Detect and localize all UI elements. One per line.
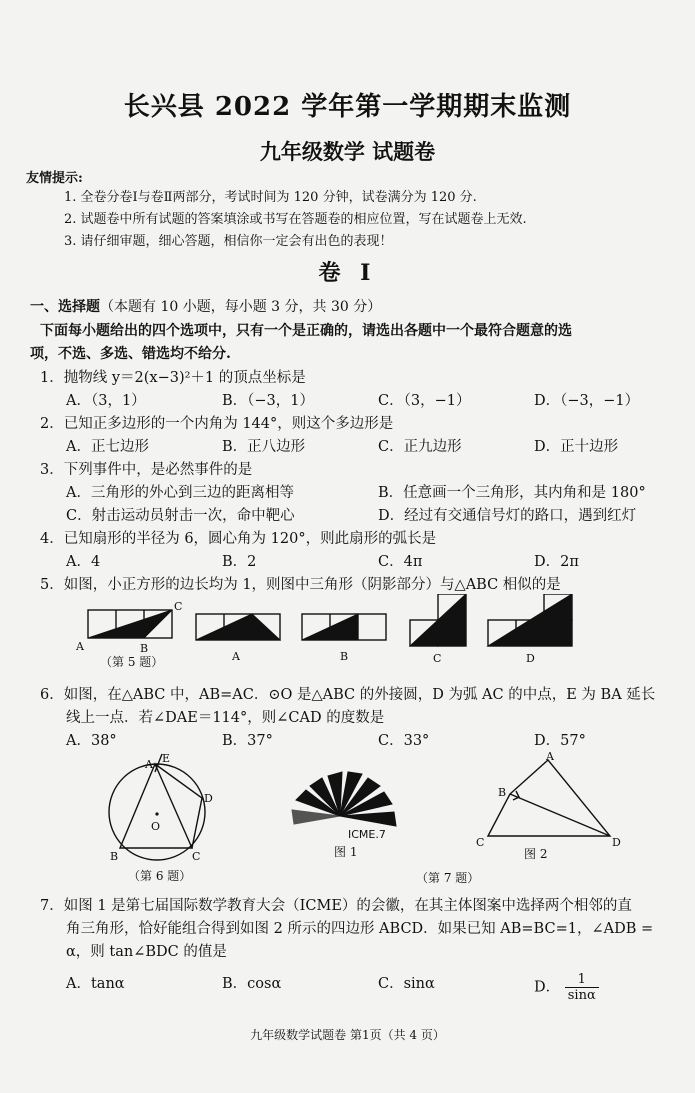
- label-b: B: [140, 642, 149, 655]
- question-7-stem-line1: 7．如图 1 是第七届国际数学教育大会（ICME）的会徽，在其主体图案中选择两个相邻的直: [40, 898, 632, 914]
- q5-option-d-label: D: [526, 652, 535, 665]
- q5-option-b-figure[interactable]: [302, 614, 386, 663]
- q2-option-a[interactable]: A．正七边形: [66, 439, 149, 455]
- q1-option-d[interactable]: D．（−3，−1）: [534, 393, 640, 409]
- q7-option-d-fraction: [565, 972, 599, 1003]
- icme-text: ICME.7: [348, 828, 386, 841]
- label-a: A: [76, 640, 84, 653]
- q5-figures: [60, 594, 640, 672]
- question-1-stem: 1．抛物线 y＝2(x−3)²＋1 的顶点坐标是: [40, 370, 306, 386]
- q5-option-c-label: C: [433, 652, 442, 665]
- q7-option-a[interactable]: A．tanα: [66, 976, 125, 992]
- part-instruction: 下面每小题给出的四个选项中，只有一个是正确的，请选出各题中一个最符合题意的选: [40, 323, 572, 339]
- q6-label-o: O: [151, 820, 161, 833]
- q1-option-c[interactable]: C．（3，−1）: [378, 393, 471, 409]
- question-7-stem-line3: α，则 tan∠BDC 的值是: [66, 944, 227, 960]
- fig2-quadrilateral: [476, 752, 621, 861]
- q2-option-d[interactable]: D．正十边形: [534, 439, 619, 455]
- q6-caption: （第 6 题）: [128, 869, 192, 883]
- q6-label-c: C: [192, 850, 201, 863]
- q6-label-b: B: [110, 850, 119, 863]
- fig2-caption: 图 2: [524, 847, 548, 861]
- q7-option-d-label: D．: [534, 979, 561, 996]
- question-6-stem-line2: 线上一点．若∠DAE＝114°，则∠CAD 的度数是: [66, 710, 385, 726]
- tip-item: 3. 请仔细审题，细心答题，相信你一定会有出色的表现！: [64, 234, 393, 249]
- q7-option-b[interactable]: B．cosα: [222, 976, 282, 992]
- question-7-stem-line2: 角三角形，恰好能组合得到如图 2 所示的四边形 ABCD．如果已知 AB=BC=1，∠ADB =: [66, 921, 654, 937]
- exam-subtitle: 九年级数学 试题卷: [259, 139, 436, 164]
- q5-option-c-figure[interactable]: [410, 594, 466, 665]
- fig2-label-b: B: [498, 786, 507, 799]
- tip-item: 1. 全卷分卷Ⅰ与卷Ⅱ两部分，考试时间为 120 分钟，试卷满分为 120 分.: [64, 190, 477, 205]
- tips-heading: 友情提示:: [26, 171, 83, 186]
- q5-option-a-figure[interactable]: [196, 614, 280, 663]
- q4-option-d[interactable]: D．2π: [534, 554, 579, 570]
- q5-reference-figure: [75, 600, 182, 669]
- q5-caption: （第 5 题）: [100, 655, 164, 669]
- q3-option-d[interactable]: D．经过有交通信号灯的路口，遇到红灯: [378, 508, 637, 524]
- q4-option-c[interactable]: C．4π: [378, 554, 423, 570]
- fig2-label-c: C: [476, 836, 485, 849]
- q6-option-c[interactable]: C．33°: [378, 733, 430, 749]
- q2-option-b[interactable]: B．正八边形: [222, 439, 306, 455]
- q4-option-a[interactable]: A．4: [66, 554, 101, 570]
- q6-option-d[interactable]: D．57°: [534, 733, 586, 749]
- q3-option-a[interactable]: A．三角形的外心到三边的距离相等: [66, 485, 294, 501]
- exam-title: 长兴县 2022 学年第一学期期末监测: [123, 92, 572, 122]
- fraction-numerator: 1: [565, 972, 599, 988]
- q3-option-b[interactable]: B．任意画一个三角形，其内角和是 180°: [378, 485, 646, 501]
- section-label: 卷 Ⅰ: [318, 260, 377, 286]
- q6-label-a: A: [145, 758, 153, 771]
- q6-circle-figure: [109, 752, 213, 883]
- question-4-stem: 4．已知扇形的半径为 6，圆心角为 120°，则此扇形的弧长是: [40, 531, 437, 547]
- icme-logo-figure: [292, 772, 396, 859]
- q6-q7-figures: [100, 752, 640, 890]
- question-5-stem: 5．如图，小正方形的边长均为 1，则图中三角形（阴影部分）与△ABC 相似的是: [40, 577, 561, 593]
- q6-option-a[interactable]: A．38°: [66, 733, 117, 749]
- part-heading-note: （本题有 10 小题，每小题 3 分，共 30 分）: [100, 299, 382, 315]
- page-footer: 九年级数学试题卷 第1页（共 4 页）: [250, 1028, 445, 1042]
- part-heading: [30, 296, 381, 316]
- q7-option-d[interactable]: [534, 972, 599, 1003]
- q5-option-b-label: B: [340, 650, 349, 663]
- question-2-stem: 2．已知正多边形的一个内角为 144°，则这个多边形是: [40, 416, 394, 432]
- part-instruction: 项，不选、多选、错选均不给分.: [30, 346, 231, 362]
- fig1-caption: 图 1: [334, 845, 358, 859]
- q3-option-c[interactable]: C．射击运动员射击一次，命中靶心: [66, 508, 295, 524]
- q7-caption: （第 7 题）: [416, 871, 480, 885]
- q4-option-b[interactable]: B．2: [222, 554, 257, 570]
- q1-option-b[interactable]: B．（−3，1）: [222, 393, 315, 409]
- q6-label-e: E: [162, 752, 171, 765]
- q5-option-a-label: A: [232, 650, 240, 663]
- question-6-stem-line1: 6．如图，在△ABC 中，AB=AC．⊙O 是△ABC 的外接圆，D 为弧 AC 的中点，E 为 BA 延长: [40, 687, 656, 703]
- label-c: C: [174, 600, 183, 613]
- part-heading-title: 一、选择题: [30, 299, 100, 315]
- q7-option-c[interactable]: C．sinα: [378, 976, 435, 992]
- q6-label-d: D: [204, 792, 213, 805]
- fig2-label-a: A: [546, 752, 554, 763]
- question-3-stem: 3．下列事件中，是必然事件的是: [40, 462, 253, 478]
- tip-item: 2. 试题卷中所有试题的答案填涂或书写在答题卷的相应位置，写在试题卷上无效.: [64, 212, 527, 227]
- q6-option-b[interactable]: B．37°: [222, 733, 273, 749]
- fig2-label-d: D: [612, 836, 621, 849]
- q1-option-a[interactable]: A．（3，1）: [66, 393, 146, 409]
- q2-option-c[interactable]: C．正九边形: [378, 439, 462, 455]
- fraction-denominator: sinα: [567, 988, 596, 1003]
- q5-option-d-figure[interactable]: [488, 594, 572, 665]
